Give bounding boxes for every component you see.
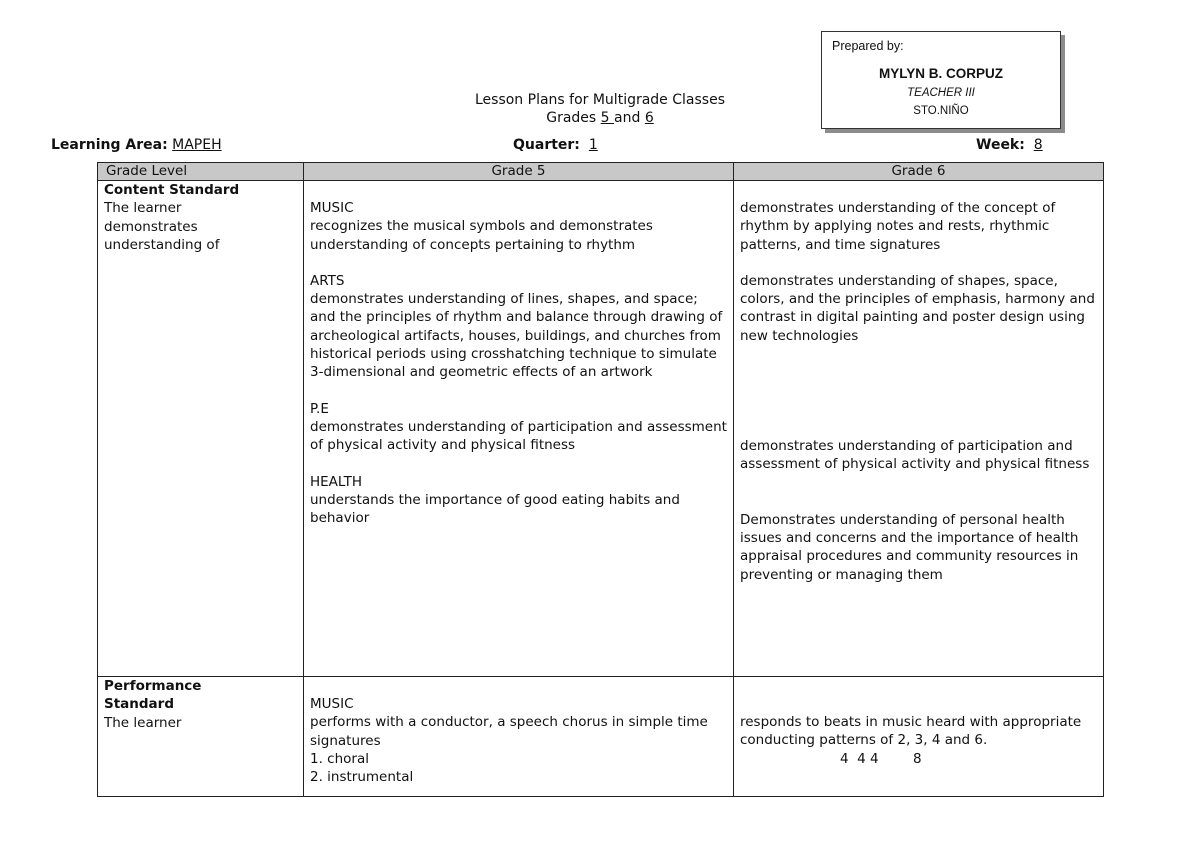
health-standard-g5: understands the importance of good eating habits and behavior (310, 491, 680, 527)
list-item: 1. choral (310, 750, 369, 767)
content-standard-grade5-cell (304, 181, 734, 677)
arts-standard-g6: demonstrates understanding of shapes, space, colors, and the principles of emphasis, harmony and contrast in digital painting and poster design using new technologies (740, 272, 1095, 344)
week-value: 8 (1033, 137, 1043, 153)
performance-standard-intro: The learner (104, 714, 182, 731)
health-label: HEALTH (310, 473, 362, 490)
preparer-name: MYLYN B. CORPUZ (878, 66, 1003, 81)
content-standard-intro: The learner demonstrates understanding of (104, 200, 220, 253)
grade-a: 5 (600, 110, 615, 126)
music-performance-g5: performs with a conductor, a speech chorus in simple time signatures (310, 714, 708, 749)
prepared-by-label: Prepared by: (832, 39, 904, 53)
content-standard-row (98, 181, 1104, 677)
week-label: Week: (976, 137, 1025, 153)
title-line: Lesson Plans for Multigrade Classes (474, 92, 725, 108)
quarter-label: Quarter: (513, 137, 580, 153)
preparer-school: STO.NIÑO (913, 105, 969, 117)
performance-standard-grade5-cell (304, 677, 734, 797)
performance-standard-heading: Performance Standard (104, 678, 202, 713)
music-label: MUSIC (310, 200, 354, 216)
prepared-by-box (821, 31, 1061, 129)
performance-standard-grade6-cell (734, 677, 1104, 797)
learning-area-label: Learning Area: (51, 137, 168, 153)
health-standard-g6: Demonstrates understanding of personal health issues and concerns and the importance of health appraisal procedures and community resources in preventing or managing them (740, 511, 1079, 583)
music-label-perf: MUSIC (310, 696, 354, 712)
learning-area-value: MAPEH (172, 137, 222, 153)
music-performance-g6: responds to beats in music heard with appropriate conducting patterns of 2, 3, 4 and 6. (740, 714, 1082, 749)
list-item: 2. instrumental (310, 769, 414, 786)
content-standard-heading: Content Standard (104, 182, 240, 198)
learning-area (51, 137, 222, 153)
pe-standard-g6: demonstrates understanding of participation and assessment of physical activity and physical fitness (740, 438, 1090, 473)
grades-and: and (614, 110, 645, 126)
time-signature-notes: 4 4 4 8 (840, 750, 922, 767)
document-title (400, 91, 800, 127)
grades-line (400, 109, 800, 127)
preparer-position: TEACHER III (907, 87, 975, 99)
header-grade-level: Grade Level (98, 163, 304, 181)
pe-standard-g5: demonstrates understanding of participation and assessment of physical activity and physical fitness (310, 418, 727, 454)
content-standard-label-cell (98, 181, 304, 677)
header-grade-6: Grade 6 (734, 163, 1104, 181)
content-standard-grade6-cell (734, 181, 1104, 677)
arts-standard-g5: demonstrates understanding of lines, shapes, and space; and the principles of rhythm and balance through drawing of archeological artifacts, houses, buildings, and churches from historical periods using crosshatching technique to simulate 3-dimensional and geometric effects of an artwork (310, 291, 723, 381)
grades-prefix: Grades (546, 110, 601, 126)
pe-label: P.E (310, 400, 329, 417)
week (976, 137, 1043, 153)
quarter-value: 1 (588, 137, 598, 153)
performance-standard-label-cell (98, 677, 304, 797)
music-standard-g5: recognizes the musical symbols and demonstrates understanding of concepts pertaining to rhythm (310, 218, 653, 253)
arts-label: ARTS (310, 272, 345, 289)
grade-b: 6 (644, 110, 654, 126)
lesson-plan-table (97, 162, 1104, 797)
performance-standard-row (98, 677, 1104, 797)
header-grade-5: Grade 5 (304, 163, 734, 181)
music-standard-g6: demonstrates understanding of the concept of rhythm by applying notes and rests, rhythmic patterns, and time signatures (740, 200, 1056, 253)
quarter (513, 137, 598, 153)
table-header-row (98, 163, 1104, 181)
